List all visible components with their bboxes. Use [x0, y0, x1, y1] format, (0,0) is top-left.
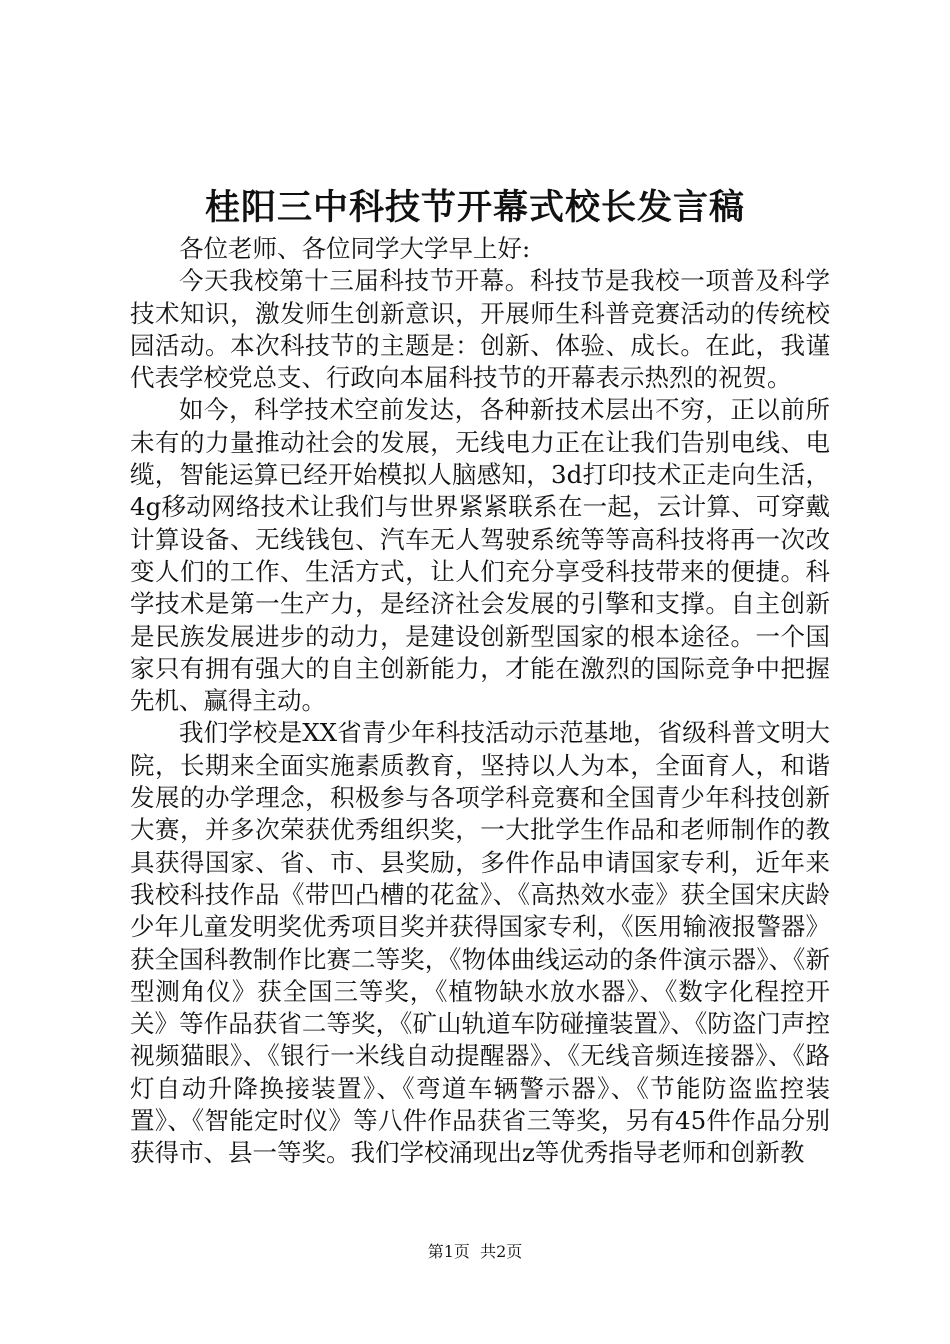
- document-title: 桂阳三中科技节开幕式校长发言稿: [204, 187, 745, 228]
- page-number: 第1页: [427, 1242, 470, 1261]
- paragraph-greeting: 各位老师、各位同学大学早上好:: [179, 234, 531, 263]
- paragraph-technology: 如今，科学技术空前发达，各种新技术层出不穷，正以前所未有的力量推动社会的发展，无线电力正在让我们告别电线、电缆，智能运算已经开始模拟人脑感知，3d打印技术正走向生活，4g移动网络技术让我们与世界紧紧联系在一起，云计算、可穿戴计算设备、无线钱包、汽车无人驾驶系统等等高科技将再一次改变人们的工作、生活方式，让人们充分享受科技带来的便捷。科学技术是第一生产力，是经济社会发展的引擎和支撑。自主创新是民族发展进步的动力，是建设创新型国家的根本途径。一个国家只有拥有强大的自主创新能力，才能在激烈的国际竞争中把握先机、赢得主动。: [130, 395, 830, 716]
- page-footer: [0, 1241, 950, 1263]
- page-total: 共2页: [480, 1242, 523, 1261]
- paragraph-opening: 今天我校第十三届科技节开幕。科技节是我校一项普及科学技术知识，激发师生创新意识，开展师生科普竞赛活动的传统校园活动。本次科技节的主题是：创新、体验、成长。在此，我谨代表学校党总支、行政向本届科技节的开幕表示热烈的祝贺。: [130, 266, 830, 393]
- document-body: [130, 233, 830, 1170]
- paragraph-school-achievements: 我们学校是XX省青少年科技活动示范基地，省级科普文明大院，长期来全面实施素质教育，坚持以人为本，全面育人，和谐发展的办学理念，积极参与各项学科竞赛和全国青少年科技创新大赛，并多次荣获优秀组织奖，一大批学生作品和老师制作的教具获得国家、省、市、县奖励，多件作品申请国家专利，近年来我校科技作品《带凹凸槽的花盆》、《高热效水壶》获全国宋庆龄少年儿童发明奖优秀项目奖并获得国家专利，《医用输液报警器》获全国科教制作比赛二等奖，《物体曲线运动的条件演示器》、《新型测角仪》获全国三等奖，《植物缺水放水器》、《数字化程控开关》等作品获省二等奖，《矿山轨道车防碰撞装置》、《防盗门声控视频猫眼》、《银行一米线自动提醒器》、《无线音频连接器》、《路灯自动升降换接装置》、《弯道车辆警示器》、《节能防盗监控装置》、《智能定时仪》等八件作品获省三等奖，另有45件作品分别获得市、县一等奖。我们学校涌现出z等优秀指导老师和创新教: [130, 718, 830, 1168]
